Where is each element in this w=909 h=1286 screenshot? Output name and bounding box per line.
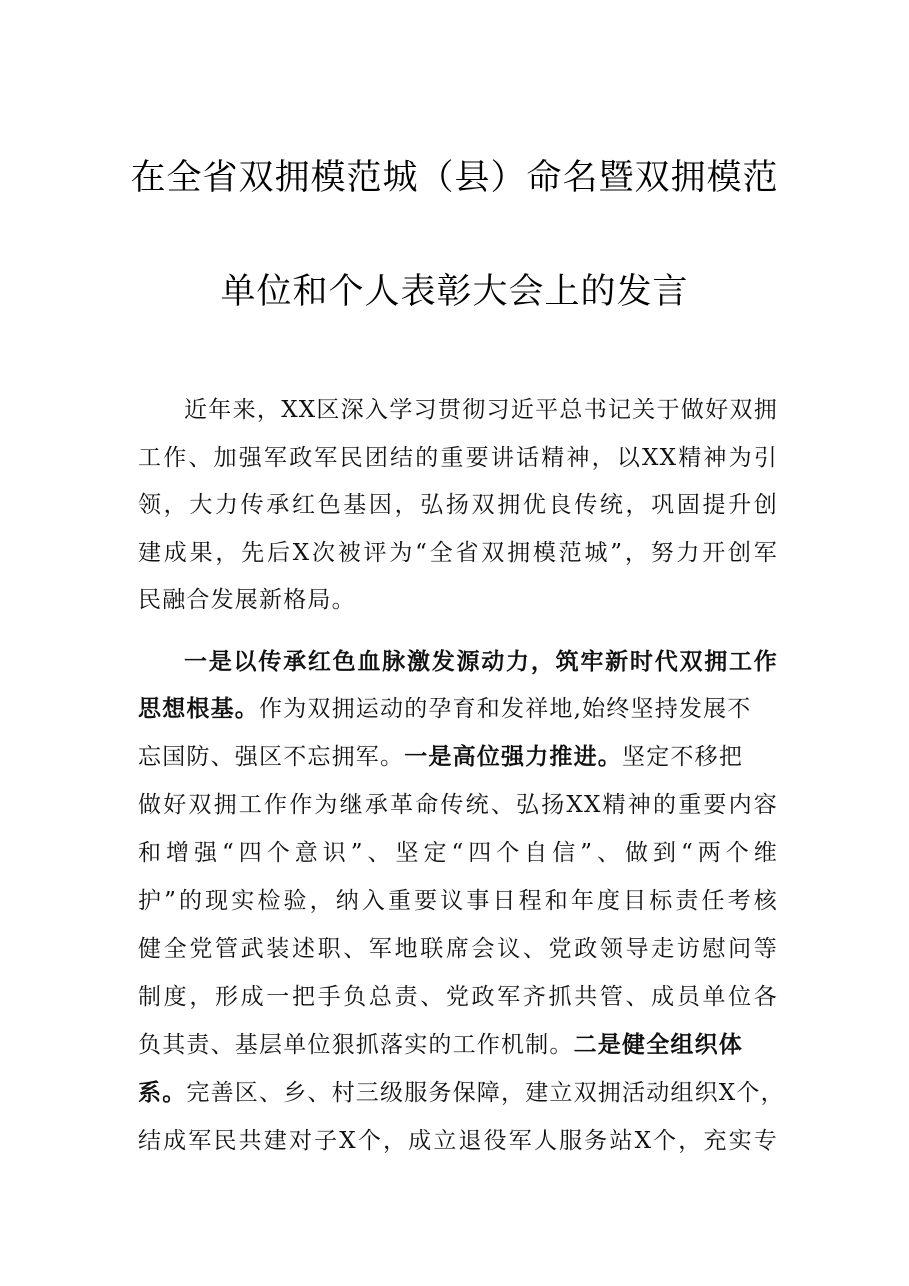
intro-line: 近年来，XX区深入学习贯彻习近平总书记关于做好双拥 [184, 397, 778, 423]
section-text: 忘国防、强区不忘拥军。 [138, 744, 405, 770]
section-text: 坚定不移把 [622, 744, 744, 770]
subheading-2-end: 系。 [138, 1080, 187, 1106]
title-line-1: 在全省双拥模范城（县）命名暨双拥模范 [130, 158, 779, 198]
subheading-1: 一是高位强力推进。 [404, 744, 623, 770]
section-text: 负其责、基层单位狠抓落实的工作机制。 [138, 1032, 574, 1058]
section-line [138, 694, 778, 724]
section-line: 做好双拥工作作为继承革命传统、弘扬XX精神的重要内容 [138, 792, 778, 818]
section-line [138, 742, 778, 772]
section-text: 完善区、乡、村三级服务保障，建立双拥活动组织X个， [186, 1080, 785, 1106]
intro-line: 工作、加强军政军民团结的重要讲话精神，以XX精神为引 [138, 445, 778, 471]
title-line-2: 单位和个人表彰大会上的发言 [220, 272, 689, 312]
intro-line: 民融合发展新格局。 [138, 587, 356, 613]
section-line [138, 1078, 785, 1108]
intro-line: 建成果，先后X次被评为“全省双拥模范城”，努力开创军 [138, 540, 778, 566]
section-heading: 一是以传承红色血脉激发源动力，筑牢新时代双拥工作 [184, 649, 778, 675]
section-text: 作为双拥运动的孕育和发祥地,始终坚持发展不 [259, 696, 752, 722]
section-line: 制度，形成一把手负总责、党政军齐抓共管、成员单位各 [138, 984, 778, 1010]
section-heading-end: 思想根基。 [138, 696, 259, 722]
section-line: 和增强“四个意识”、坚定“四个自信”、做到“两个维 [138, 840, 778, 866]
subheading-2: 二是健全组织体 [573, 1032, 744, 1058]
section-line [138, 1030, 778, 1060]
section-line: 护”的现实检验，纳入重要议事日程和年度目标责任考核 [138, 888, 778, 914]
section-line: 结成军民共建对子X个，成立退役军人服务站X个，充实专 [138, 1128, 778, 1154]
intro-line: 领，大力传承红色基因，弘扬双拥优良传统，巩固提升创 [138, 492, 778, 518]
section-line: 健全党管武装述职、军地联席会议、党政领导走访慰问等 [138, 936, 778, 962]
